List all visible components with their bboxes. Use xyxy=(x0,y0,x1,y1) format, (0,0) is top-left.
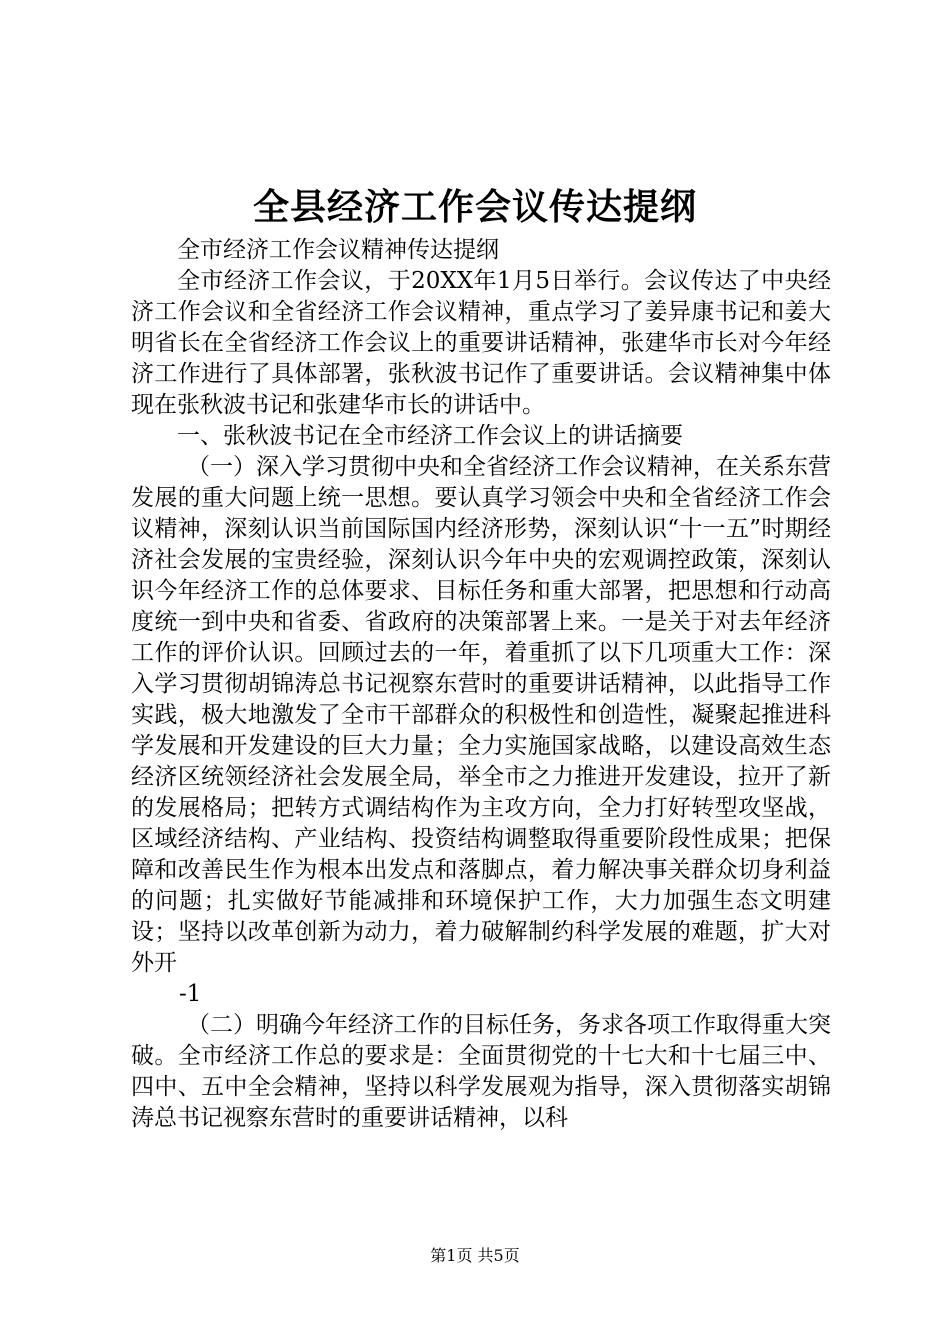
inline-page-marker: -1 xyxy=(179,981,202,1007)
section-heading: 一、张秋波书记在全市经济工作会议上的讲话摘要 xyxy=(177,423,683,449)
intro-paragraph: 全市经济工作会议，于20XX年1月5日举行。会议传达了中央经济工作会议和全省经济工作会议精神，重点学习了姜异康书记和姜大明省长在全省经济工作会议上的重要讲话精神，张建华市长对今年经济工作进行了具体部署，张秋波书记作了重要讲话。会议精神集中体现在张秋波书记和张建华市长的讲话中。 xyxy=(131,268,831,418)
page-footer: 第1页 共5页 xyxy=(430,1246,520,1265)
document-title: 全县经济工作会议传达提纲 xyxy=(252,186,697,228)
section-two-paragraph: （二）明确今年经济工作的目标任务，务求各项工作取得重大突破。全市经济工作总的要求是：全面贯彻党的十七大和十七届三中、四中、五中全会精神，坚持以科学发展观为指导，深入贯彻落实胡锦涛总书记视察东营时的重要讲话精神，以科 xyxy=(131,1012,831,1131)
document-body xyxy=(131,235,831,1134)
section-one-paragraph: （一）深入学习贯彻中央和全省经济工作会议精神，在关系东营发展的重大问题上统一思想。要认真学习领会中央和全省经济工作会议精神，深刻认识当前国际国内经济形势，深刻认识“十一五”时期经济社会发展的宝贵经验，深刻认识今年中央的宏观调控政策，深刻认识今年经济工作的总体要求、目标任务和重大部署，把思想和行动高度统一到中央和省委、省政府的决策部署上来。一是关于对去年经济工作的评价认识。回顾过去的一年，着重抓了以下几项重大工作：深入学习贯彻胡锦涛总书记视察东营时的重要讲话精神，以此指导工作实践，极大地激发了全市干部群众的积极性和创造性，凝聚起推进科学发展和开发建设的巨大力量；全力实施国家战略，以建设高效生态经济区统领经济社会发展全局，举全市之力推进开发建设，拉开了新的发展格局；把转方式调结构作为主攻方向，全力打好转型攻坚战，区域经济结构、产业结构、投资结构调整取得重要阶段性成果；把保障和改善民生作为根本出发点和落脚点，着力解决事关群众切身利益的问题；扎实做好节能减排和环境保护工作，大力加强生态文明建设；坚持以改革创新为动力，着力破解制约科学发展的难题，扩大对外开 xyxy=(131,454,831,976)
subtitle-paragraph: 全市经济工作会议精神传达提纲 xyxy=(177,237,499,263)
